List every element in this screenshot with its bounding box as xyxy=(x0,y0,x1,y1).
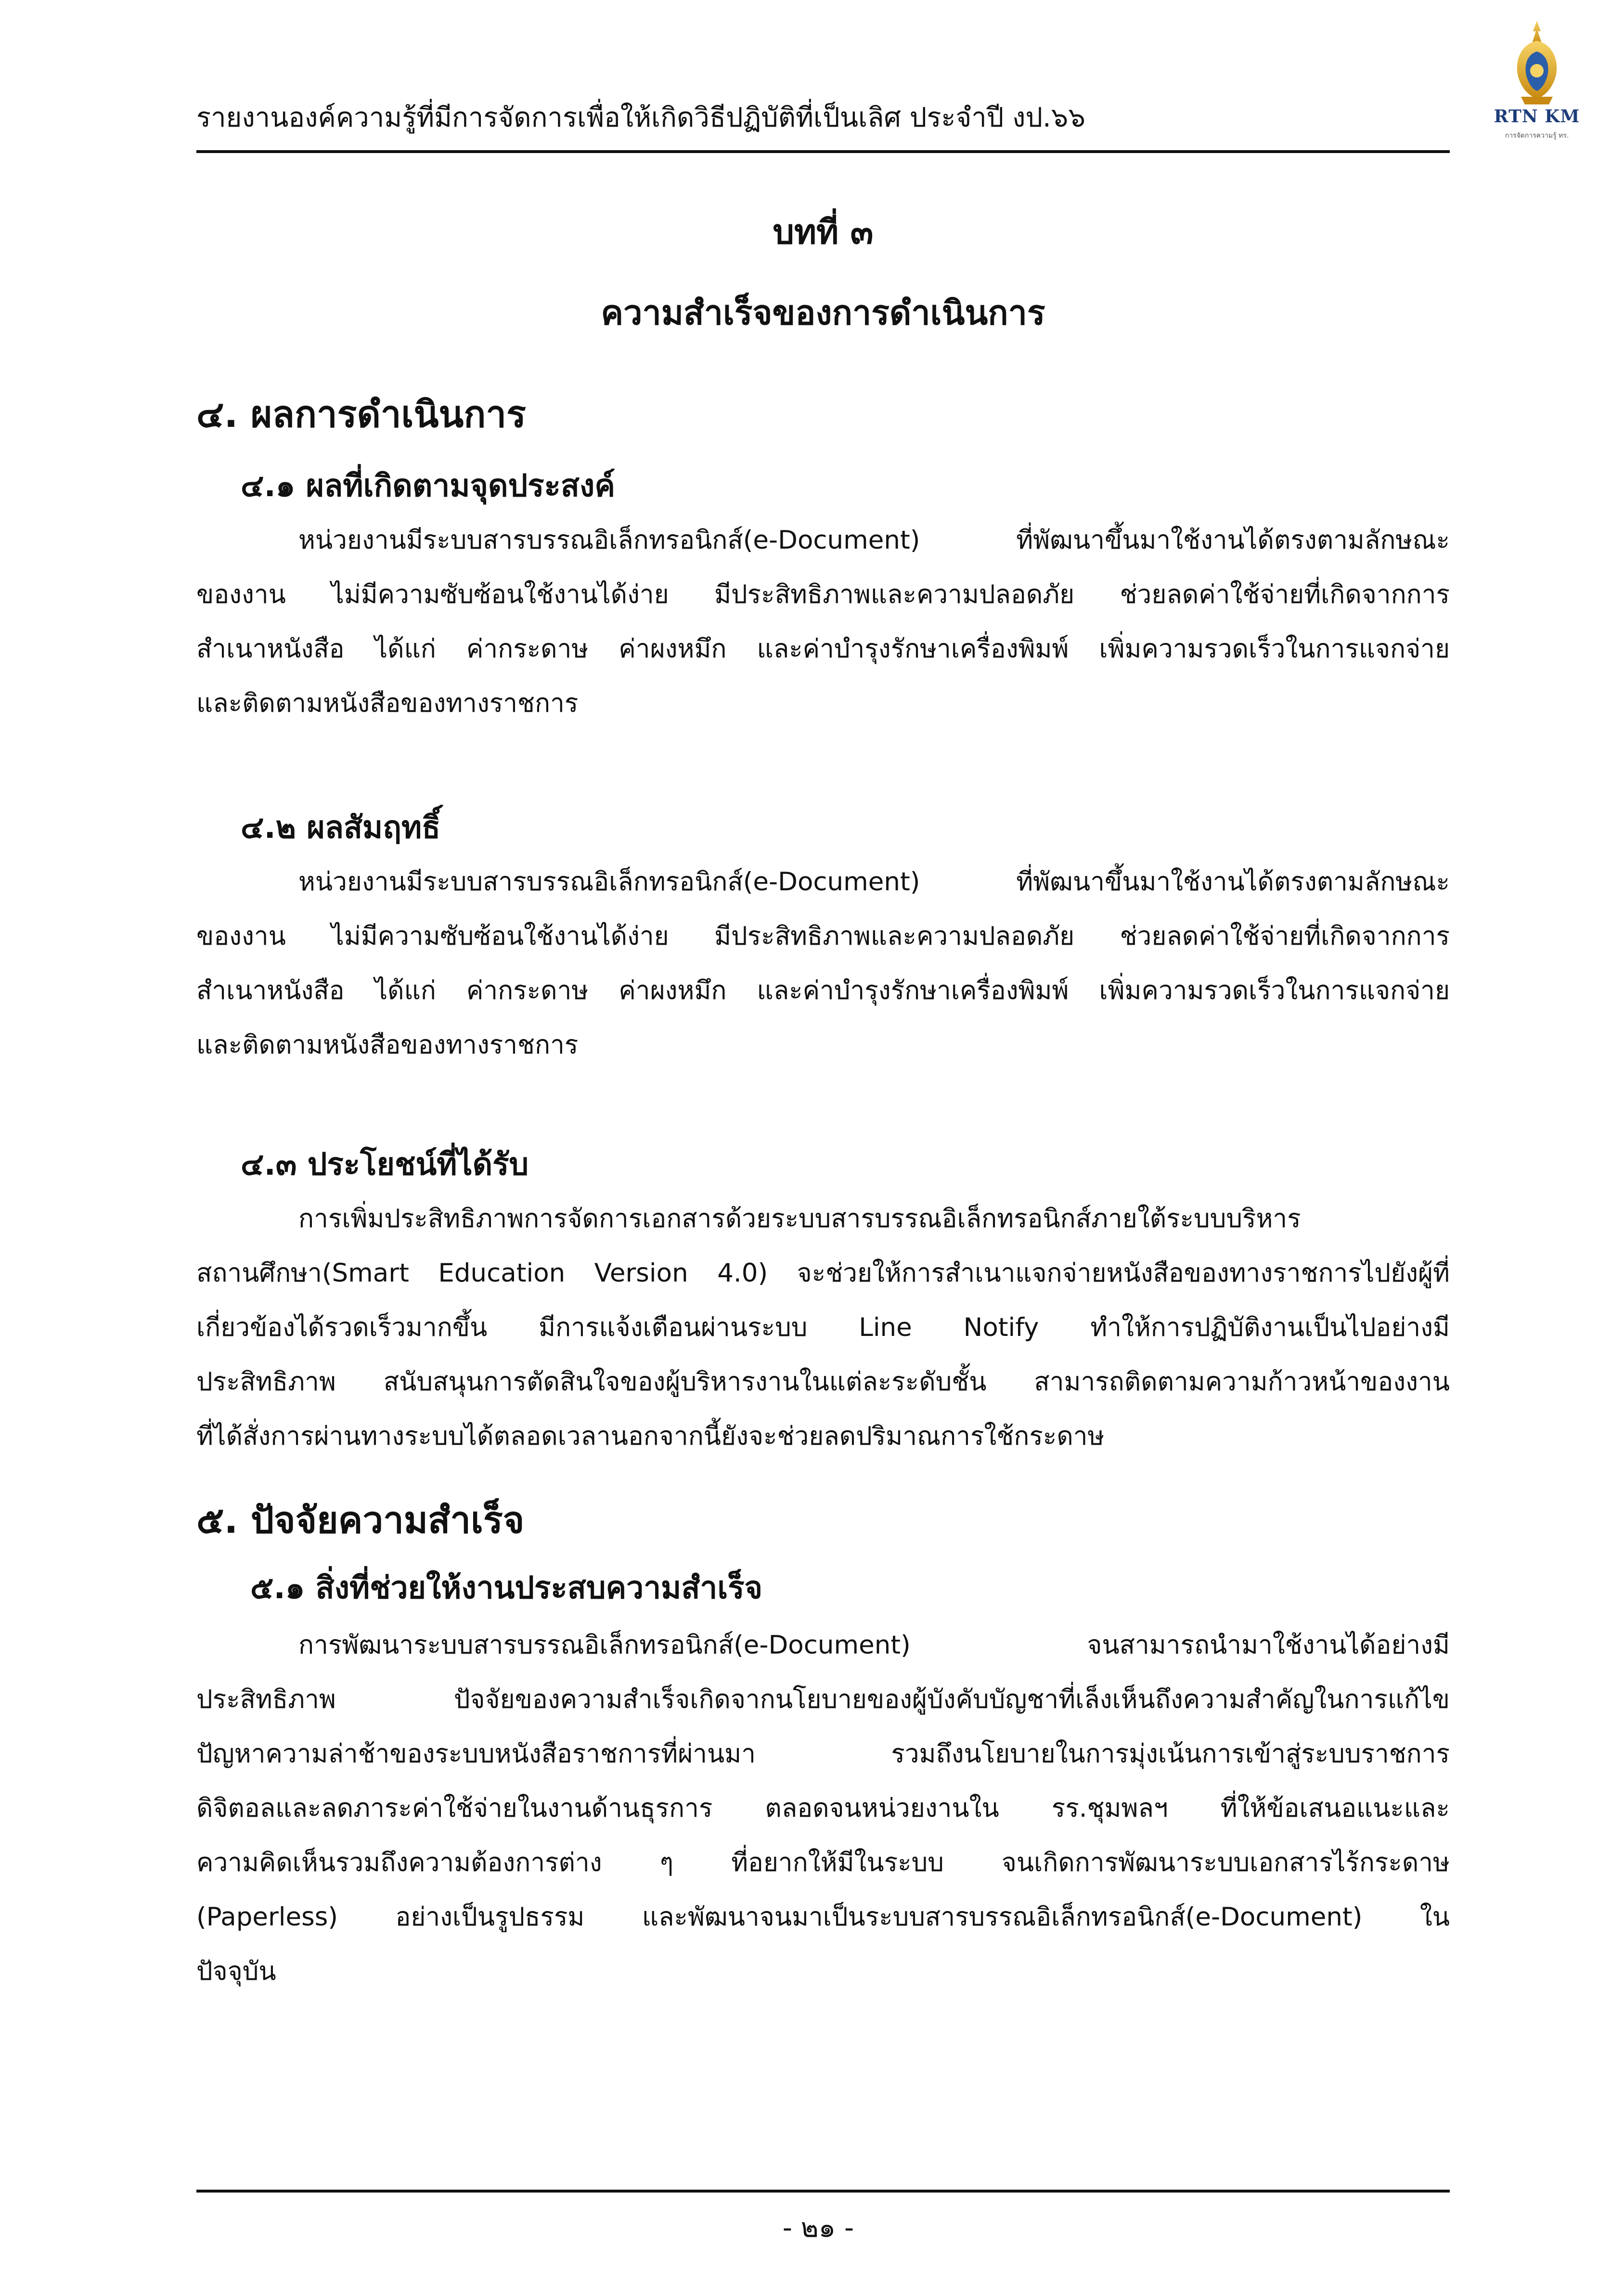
subsection-heading: ๔.๓ ประโยชน์ที่ได้รับ xyxy=(241,1147,529,1182)
page-number: - ๒๑ - xyxy=(782,2212,854,2244)
text-line: สำเนาหนังสือ ได้แก่ ค่ากระดาษ ค่าผงหมึก และค่าบำรุงรักษาเครื่องพิมพ์ เพิ่มความรวดเร็วในการแจกจ่าย xyxy=(196,976,1450,1005)
text-line: ประสิทธิภาพ ปัจจัยของความสำเร็จเกิดจากนโยบายของผู้บังคับบัญชาที่เล็งเห็นถึงความสำคัญในการแก้ไข xyxy=(196,1685,1450,1714)
logo-text: RTN KM xyxy=(1494,106,1580,127)
text-line: สำเนาหนังสือ ได้แก่ ค่ากระดาษ ค่าผงหมึก และค่าบำรุงรักษาเครื่องพิมพ์ เพิ่มความรวดเร็วในการแจกจ่าย xyxy=(196,634,1450,664)
text-line: ความคิดเห็นรวมถึงความต้องการต่าง ๆ ที่อยากให้มีในระบบ จนเกิดการพัฒนาระบบเอกสารไร้กระดาษ xyxy=(196,1848,1450,1877)
header-divider xyxy=(196,150,1450,153)
section-heading: ๕. ปัจจัยความสำเร็จ xyxy=(196,1499,525,1541)
text-line: ของงาน ไม่มีความซับซ้อนใช้งานได้ง่าย มีประสิทธิภาพและความปลอดภัย ช่วยลดค่าใช้จ่ายที่เกิดจากการ xyxy=(196,922,1450,951)
text-line: (Paperless) อย่างเป็นรูปธรรม และพัฒนาจนมาเป็นระบบสารบรรณอิเล็กทรอนิกส์(e-Document) ใน xyxy=(196,1902,1450,1932)
footer-divider xyxy=(196,2190,1450,2193)
chapter-number: บทที่ ๓ xyxy=(773,212,874,252)
text-line: และติดตามหนังสือของทางราชการ xyxy=(196,689,579,718)
text-line: การเพิ่มประสิทธิภาพการจัดการเอกสารด้วยระบบสารบรรณอิเล็กทรอนิกส์ภายใต้ระบบบริหาร xyxy=(298,1204,1301,1233)
subsection-heading: ๕.๑ สิ่งที่ช่วยให้งานประสบความสำเร็จ xyxy=(250,1570,763,1606)
text-line: ปัญหาความล่าช้าของระบบหนังสือราชการที่ผ่านมา รวมถึงนโยบายในการมุ่งเน้นการเข้าสู่ระบบราชการ xyxy=(196,1739,1450,1769)
paragraph xyxy=(196,1618,1450,1999)
subsection-heading: ๔.๑ ผลที่เกิดตามจุดประสงค์ xyxy=(241,468,615,504)
text-line: สถานศึกษา(Smart Education Version 4.0) จะช่วยให้การสำเนาแจกจ่ายหนังสือของทางราชการไปยังผู้ที่ xyxy=(196,1258,1450,1288)
text-line: ประสิทธิภาพ สนับสนุนการตัดสินใจของผู้บริหารงานในแต่ละระดับชั้น สามารถติดตามความก้าวหน้าของงาน xyxy=(196,1367,1450,1397)
chapter-title: ความสำเร็จของการดำเนินการ xyxy=(601,293,1045,333)
text-line: เกี่ยวข้องได้รวดเร็วมากขึ้น มีการแจ้งเตือนผ่านระบบ Line Notify ทำให้การปฏิบัติงานเป็นไปอย่างมี xyxy=(196,1313,1450,1342)
paragraph xyxy=(196,1192,1450,1463)
text-line: ปัจจุบัน xyxy=(196,1957,276,1986)
paragraph xyxy=(196,513,1450,731)
logo-subtext: การจัดการความรู้ ทร. xyxy=(1505,132,1569,140)
rtn-km-logo xyxy=(1477,17,1597,161)
section-heading: ๔. ผลการดำเนินการ xyxy=(196,393,526,436)
text-line: การพัฒนาระบบสารบรรณอิเล็กทรอนิกส์(e-Document) จนสามารถนำมาใช้งานได้อย่างมี xyxy=(298,1630,1450,1660)
paragraph xyxy=(196,855,1450,1072)
subsection-heading: ๔.๒ ผลสัมฤทธิ์ xyxy=(241,810,441,846)
text-line: และติดตามหนังสือของทางราชการ xyxy=(196,1030,579,1060)
header-title: รายงานองค์ความรู้ที่มีการจัดการเพื่อให้เกิดวิธีปฏิบัติที่เป็นเลิศ ประจำปี งป.๖๖ xyxy=(196,102,1085,133)
text-line: หน่วยงานมีระบบสารบรรณอิเล็กทรอนิกส์(e-Document) ที่พัฒนาขึ้นมาใช้งานได้ตรงตามลักษณะ xyxy=(298,867,1450,897)
text-line: ดิจิตอลและลดภาระค่าใช้จ่ายในงานด้านธุรการ ตลอดจนหน่วยงานใน รร.ชุมพลฯ ที่ให้ข้อเสนอแนะและ xyxy=(196,1794,1450,1823)
text-line: ที่ได้สั่งการผ่านทางระบบได้ตลอดเวลานอกจากนี้ยังจะช่วยลดปริมาณการใช้กระดาษ xyxy=(196,1422,1105,1451)
text-line: หน่วยงานมีระบบสารบรรณอิเล็กทรอนิกส์(e-Document) ที่พัฒนาขึ้นมาใช้งานได้ตรงตามลักษณะ xyxy=(298,526,1450,555)
text-line: ของงาน ไม่มีความซับซ้อนใช้งานได้ง่าย มีประสิทธิภาพและความปลอดภัย ช่วยลดค่าใช้จ่ายที่เกิดจากการ xyxy=(196,580,1450,609)
emblem-icon xyxy=(1477,17,1597,106)
